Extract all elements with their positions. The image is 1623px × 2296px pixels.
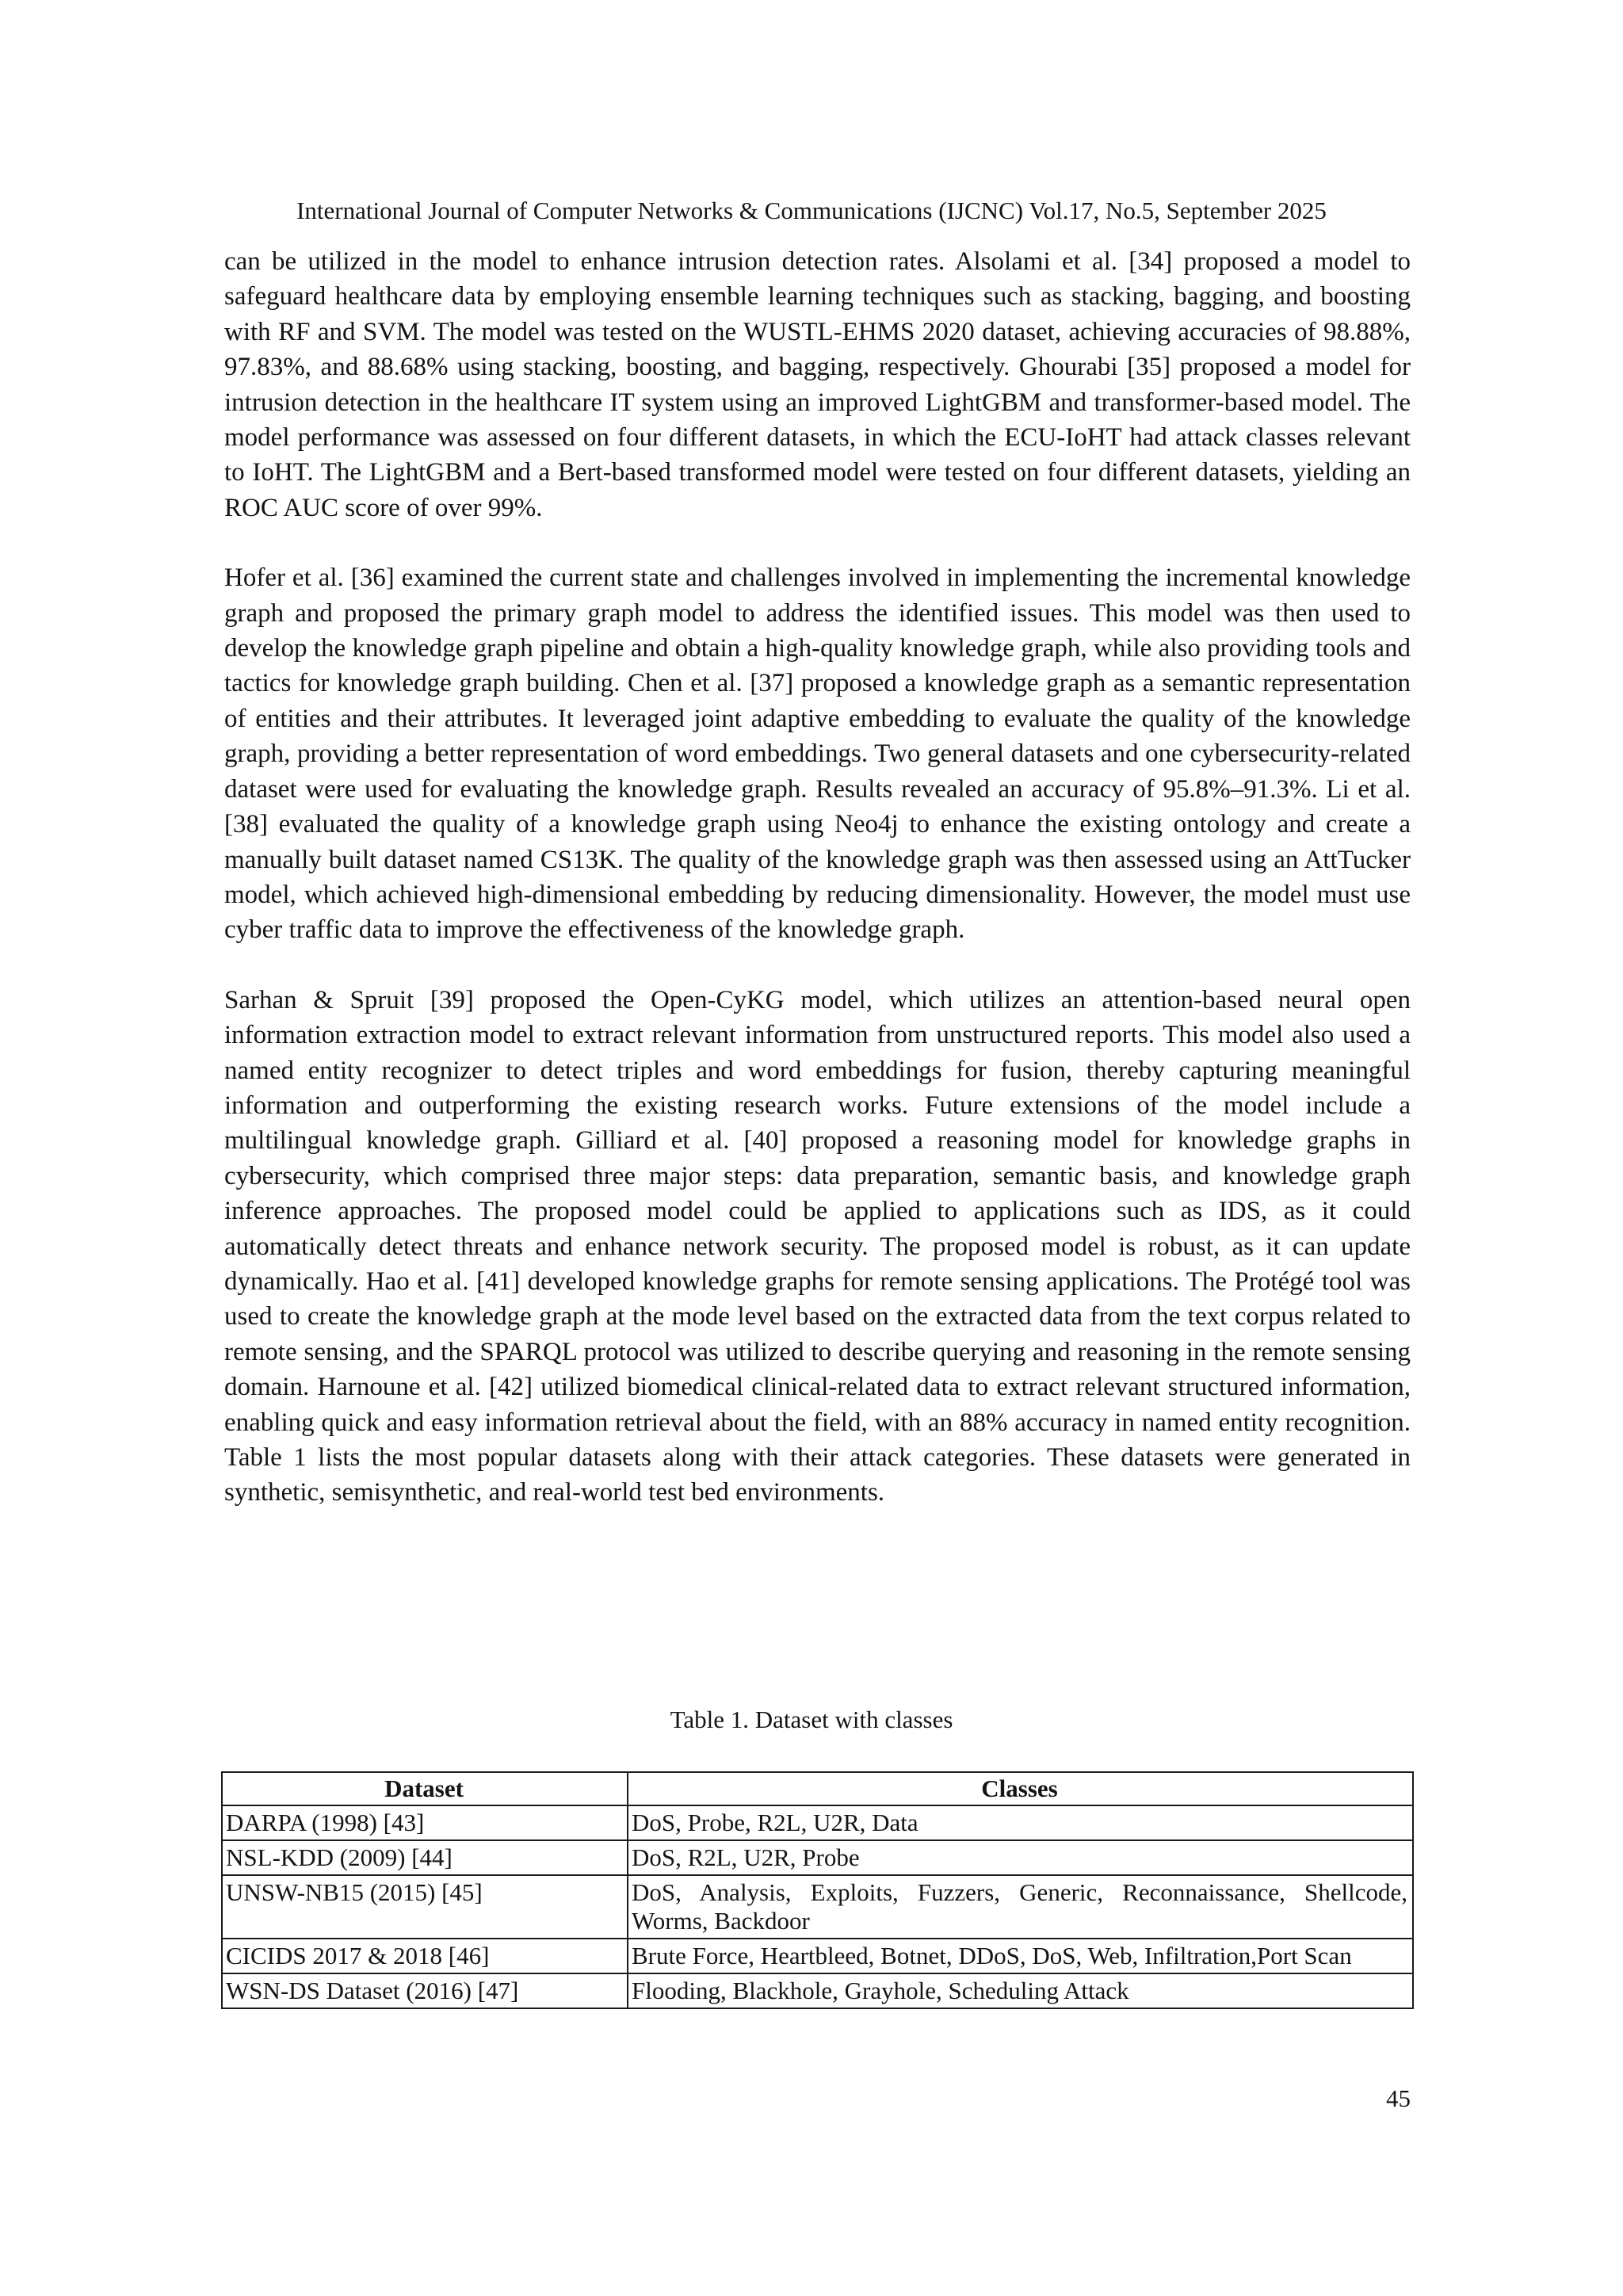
classes-cell: DoS, Probe, R2L, U2R, Data: [628, 1805, 1413, 1840]
dataset-table: [221, 1771, 1414, 2009]
page-number: 45: [1386, 2084, 1411, 2112]
classes-cell: DoS, R2L, U2R, Probe: [628, 1840, 1413, 1875]
table-row: [222, 1805, 1413, 1840]
paragraph: Sarhan & Spruit [39] proposed the Open-CyKG model, which utilizes an attention-based neural open information extraction model to extract relevant information from unstructured reports. This model also used a named entity recognizer to detect triples and word embeddings for fusion, thereby capturing meaningful information and outperforming the existing research works. Future extensions of the model include a multilingual knowledge graph. Gilliard et al. [40] proposed a reasoning model for knowledge graphs in cybersecurity, which comprised three major steps: data preparation, semantic basis, and knowledge graph inference approaches. The proposed model could be applied to applications such as IDS, as it could automatically detect threats and enhance network security. The proposed model is robust, as it can update dynamically. Hao et al. [41] developed knowledge graphs for remote sensing applications. The Protégé tool was used to create the knowledge graph at the mode level based on the extracted data from the text corpus related to remote sensing, and the SPARQL protocol was utilized to describe querying and reasoning in the remote sensing domain. Harnoune et al. [42] utilized biomedical clinical-related data to extract relevant structured information, enabling quick and easy information retrieval about the field, with an 88% accuracy in named entity recognition. Table 1 lists the most popular datasets along with their attack categories. These datasets were generated in synthetic, semisynthetic, and real-world test bed environments.: [224, 985, 1411, 1507]
dataset-cell: WSN-DS Dataset (2016) [47]: [222, 1973, 628, 2008]
column-header-dataset: Dataset: [222, 1772, 628, 1805]
column-header-classes: Classes: [628, 1772, 1413, 1805]
table-header-row: [222, 1772, 1413, 1805]
table-row: [222, 1973, 1413, 2008]
classes-cell: Brute Force, Heartbleed, Botnet, DDoS, DoS, Web, Infiltration,Port Scan: [628, 1939, 1413, 1973]
classes-cell: Flooding, Blackhole, Grayhole, Scheduling Attack: [628, 1973, 1413, 2008]
paragraph: can be utilized in the model to enhance intrusion detection rates. Alsolami et al. [34] proposed a model to safeguard healthcare data by employing ensemble learning techniques such as stacking, bagging, and boosting with RF and SVM. The model was tested on the WUSTL-EHMS 2020 dataset, achieving accuracies of 98.88%, 97.83%, and 88.68% using stacking, boosting, and bagging, respectively. Ghourabi [35] proposed a model for intrusion detection in the healthcare IT system using an improved LightGBM and transformer-based model. The model performance was assessed on four different datasets, in which the ECU-IoHT had attack classes relevant to IoHT. The LightGBM and a Bert-based transformed model were tested on four different datasets, yielding an ROC AUC score of over 99%.: [224, 247, 1411, 522]
dataset-cell: NSL-KDD (2009) [44]: [222, 1840, 628, 1875]
dataset-cell: DARPA (1998) [43]: [222, 1805, 628, 1840]
dataset-cell: CICIDS 2017 & 2018 [46]: [222, 1939, 628, 1973]
dataset-cell: UNSW-NB15 (2015) [45]: [222, 1875, 628, 1939]
table-row: [222, 1939, 1413, 1973]
paragraph: Hofer et al. [36] examined the current state and challenges involved in implementing the incremental knowledge graph and proposed the primary graph model to address the identified issues. This model was then used to develop the knowledge graph pipeline and obtain a high-quality knowledge graph, while also providing tools and tactics for knowledge graph building. Chen et al. [37] proposed a knowledge graph as a semantic representation of entities and their attributes. It leveraged joint adaptive embedding to evaluate the quality of the knowledge graph, providing a better representation of word embeddings. Two general datasets and one cybersecurity-related dataset were used for evaluating the knowledge graph. Results revealed an accuracy of 95.8%–91.3%. Li et al. [38] evaluated the quality of a knowledge graph using Neo4j to enhance the existing ontology and create a manually built dataset named CS13K. The quality of the knowledge graph was then assessed using an AttTucker model, which achieved high-dimensional embedding by reducing dimensionality. However, the model must use cyber traffic data to improve the effectiveness of the knowledge graph.: [224, 563, 1411, 945]
body-text: [224, 244, 1411, 1545]
table-caption: Table 1. Dataset with classes: [670, 1706, 953, 1733]
classes-cell: DoS, Analysis, Exploits, Fuzzers, Generic, Reconnaissance, Shellcode, Worms, Backdoor: [628, 1875, 1413, 1939]
journal-header: International Journal of Computer Networks & Communications (IJCNC) Vol.17, No.5, September 2025: [296, 197, 1327, 224]
table-row: [222, 1840, 1413, 1875]
table-row: [222, 1875, 1413, 1939]
